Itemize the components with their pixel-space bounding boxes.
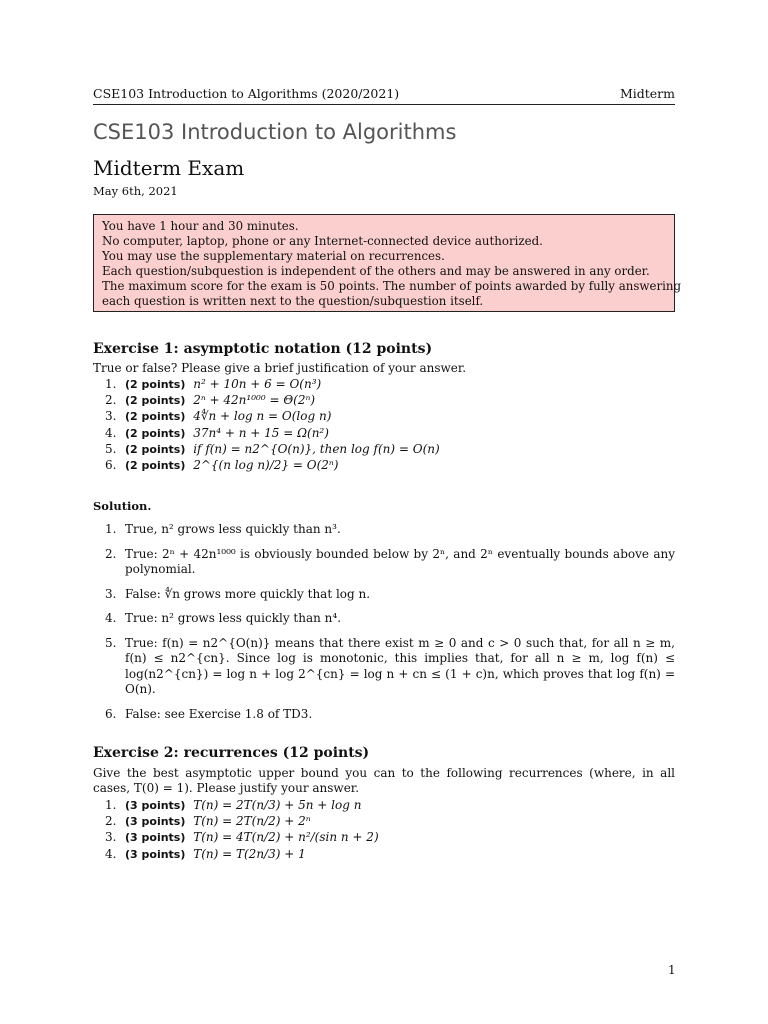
exercise-1-list — [93, 376, 675, 473]
item-points: (2 points) — [125, 426, 186, 440]
item-number: 2. — [105, 393, 117, 408]
exam-date: May 6th, 2021 — [93, 184, 178, 198]
item-number: 2. — [105, 546, 117, 561]
item-expression: T(n) = 4T(n/2) + n²/(sin n + 2) — [193, 830, 379, 845]
item-expression: 37n⁴ + n + 15 = Ω(n²) — [193, 425, 329, 440]
item-expression: T(n) = T(2n/3) + 1 — [193, 846, 306, 861]
solution-text: True: f(n) = n2^{O(n)} means that there exist m ≥ 0 and c > 0 such that, for all n ≥ m, f(n) ≤ n2^{cn}. Since log is monotonic, this implies that, for all n ≥ m, log f(n) ≤ log(n2^{cn}) = log n + log 2^{cn} = log n + cn ≤ (1 + c)n, which proves that log f(n) = O(n). — [125, 635, 675, 696]
exercise-2-item — [93, 829, 675, 845]
item-expression: T(n) = 2T(n/3) + 5n + log n — [193, 798, 362, 812]
item-expression: 2^{(n log n)/2} = O(2ⁿ) — [193, 457, 339, 472]
item-number: 5. — [105, 635, 117, 650]
item-number: 2. — [105, 814, 117, 829]
solution-text: False: see Exercise 1.8 of TD3. — [125, 706, 313, 721]
solution-item — [93, 587, 675, 603]
item-points: (2 points) — [125, 410, 186, 424]
item-points: (2 points) — [125, 442, 186, 456]
item-number: 3. — [105, 586, 117, 601]
item-expression: T(n) = 2T(n/2) + 2ⁿ — [193, 814, 311, 829]
item-expression: 4∜n + log n = O(log n) — [193, 409, 332, 424]
header-label: Midterm — [619, 86, 675, 101]
page-number: 1 — [668, 963, 676, 977]
item-number: 4. — [105, 425, 117, 440]
item-number: 3. — [105, 409, 117, 424]
exercise-2-title: Exercise 2: recurrences (12 points) — [93, 745, 370, 761]
exercise-1-intro: True or false? Please give a brief justification of your answer. — [93, 361, 467, 375]
item-number: 4. — [105, 611, 117, 625]
solution-item — [93, 707, 675, 723]
item-number: 1. — [105, 377, 117, 391]
exercise-1-item — [93, 376, 675, 392]
item-number: 6. — [105, 457, 117, 472]
item-points: (3 points) — [125, 815, 186, 829]
instruction-line: You have 1 hour and 30 minutes. — [102, 219, 299, 233]
item-expression: if f(n) = n2^{O(n)}, then log f(n) = O(n) — [193, 441, 440, 456]
item-number: 6. — [105, 706, 117, 721]
solution-text: True: 2ⁿ + 42n¹⁰⁰⁰ is obviously bounded below by 2ⁿ, and 2ⁿ eventually bounds above any polynomial. — [125, 546, 675, 576]
item-points: (3 points) — [125, 831, 186, 845]
instruction-line: The maximum score for the exam is 50 points. The number of points awarded by fully answering — [102, 279, 682, 293]
item-number: 4. — [105, 846, 117, 861]
item-points: (3 points) — [125, 847, 186, 861]
solution-list — [93, 522, 675, 731]
exercise-1-item — [93, 441, 675, 457]
item-points: (2 points) — [125, 458, 186, 472]
solution-item — [93, 611, 675, 627]
item-number: 5. — [105, 441, 117, 456]
instruction-line: No computer, laptop, phone or any Internet-connected device authorized. — [102, 234, 543, 248]
exercise-1-item — [93, 408, 675, 424]
solution-item — [93, 636, 675, 698]
instruction-line: Each question/subquestion is independent of the others and may be answered in any order. — [102, 264, 650, 278]
item-number: 1. — [105, 798, 117, 812]
solution-text: False: ∜n grows more quickly that log n. — [125, 586, 371, 601]
item-points: (2 points) — [125, 378, 186, 391]
item-number: 3. — [105, 830, 117, 845]
exercise-2-intro: Give the best asymptotic upper bound you can to the following recurrences (where, in all cases, T(0) = 1). Please justify your answer. — [93, 766, 675, 795]
item-expression: 2ⁿ + 42n¹⁰⁰⁰ = Θ(2ⁿ) — [193, 393, 316, 408]
item-points: (2 points) — [125, 394, 186, 408]
running-header — [93, 86, 675, 105]
item-number: 1. — [105, 522, 117, 536]
exercise-1-item — [93, 457, 675, 473]
solution-item — [93, 547, 675, 578]
header-course: CSE103 Introduction to Algorithms (2020/2021) — [93, 86, 400, 101]
exercise-1-title: Exercise 1: asymptotic notation (12 points) — [93, 341, 433, 357]
solution-item — [93, 522, 675, 538]
item-expression: n² + 10n + 6 = O(n³) — [193, 377, 322, 391]
exercise-1-item — [93, 392, 675, 408]
exercise-2-item — [93, 813, 675, 829]
solution-heading: Solution. — [93, 499, 152, 513]
document-title: CSE103 Introduction to Algorithms — [93, 120, 457, 144]
instructions-box — [93, 214, 682, 312]
solution-text: True, n² grows less quickly than n³. — [125, 522, 341, 536]
solution-text: True: n² grows less quickly than n⁴. — [125, 611, 342, 625]
instruction-line: You may use the supplementary material on recurrences. — [102, 249, 445, 263]
item-points: (3 points) — [125, 799, 186, 812]
exercise-2-item — [93, 846, 675, 862]
instruction-line: each question is written next to the question/subquestion itself. — [102, 294, 484, 308]
exercise-2-list — [93, 797, 675, 862]
exercise-1-item — [93, 425, 675, 441]
document-subtitle: Midterm Exam — [93, 156, 245, 180]
exercise-2-item — [93, 797, 675, 813]
